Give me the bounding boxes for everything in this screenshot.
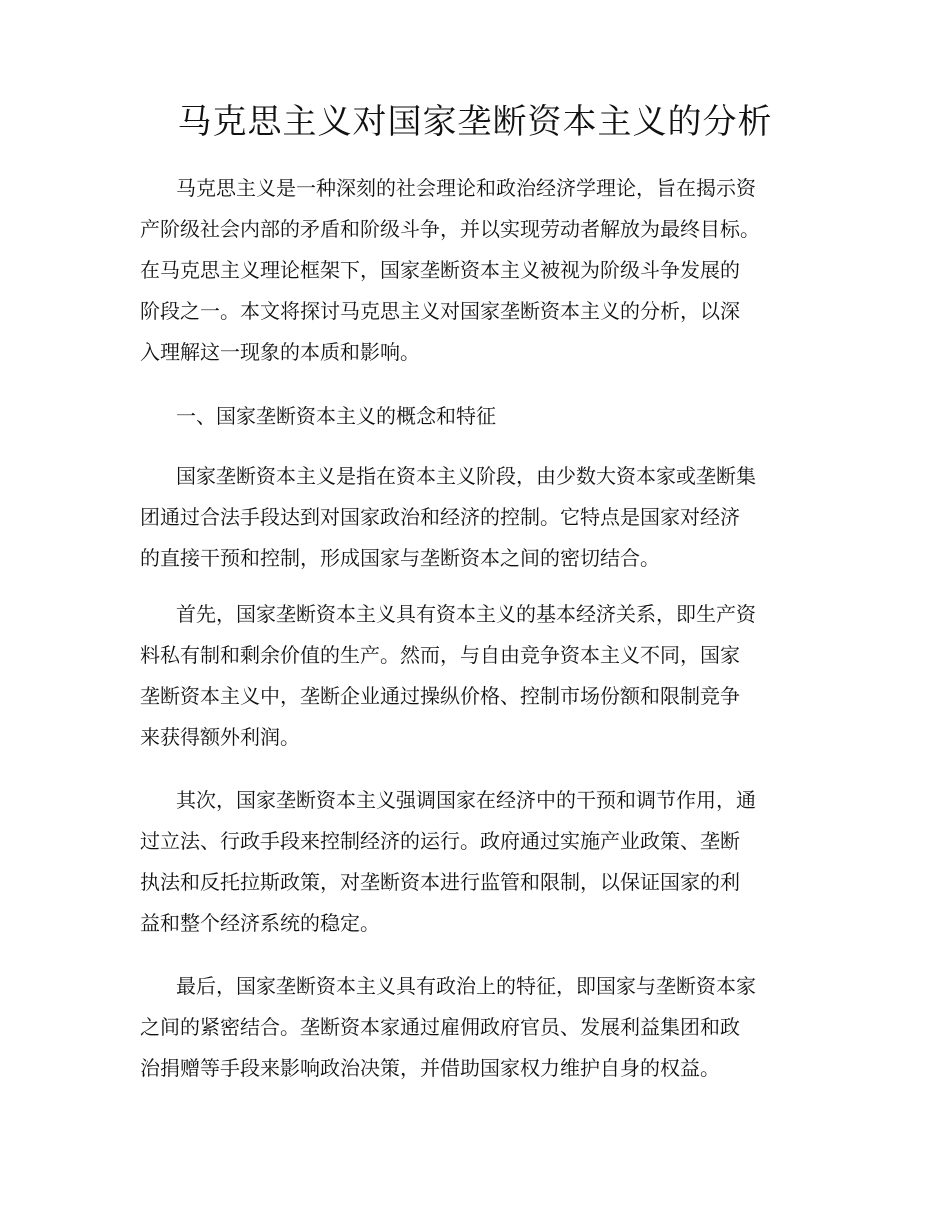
text-line: 执法和反托拉斯政策，对垄断资本进行监管和限制，以保证国家的利 [140,870,740,894]
paragraph-last [140,966,820,1089]
paragraph-intro [140,168,820,373]
paragraph-first [140,594,820,758]
paragraph-definition [140,456,820,579]
section-heading-text: 一、国家垄断资本主义的概念和特征 [176,404,496,428]
text-line: 首先，国家垄断资本主义具有资本主义的基本经济关系，即生产资 [176,602,756,626]
text-line: 入理解这一现象的本质和影响。 [140,340,420,364]
paragraph-second [140,780,820,944]
section-heading [140,396,820,437]
text-line: 来获得额外利润。 [140,725,300,749]
document-title: 马克思主义对国家垄断资本主义的分析 [177,102,773,142]
text-line: 料私有制和剩余价值的生产。然而，与自由竞争资本主义不同，国家 [140,643,740,667]
text-line: 治捐赠等手段来影响政治决策，并借助国家权力维护自身的权益。 [140,1056,720,1080]
text-line: 产阶级社会内部的矛盾和阶级斗争，并以实现劳动者解放为最终目标。 [140,217,760,241]
text-line: 国家垄断资本主义是指在资本主义阶段，由少数大资本家或垄断集 [176,464,756,488]
text-line: 过立法、行政手段来控制经济的运行。政府通过实施产业政策、垄断 [140,829,740,853]
text-line: 阶段之一。本文将探讨马克思主义对国家垄断资本主义的分析，以深 [140,299,740,323]
text-line: 垄断资本主义中，垄断企业通过操纵价格、控制市场份额和限制竞争 [140,684,740,708]
text-line: 之间的紧密结合。垄断资本家通过雇佣政府官员、发展利益集团和政 [140,1015,740,1039]
text-line: 的直接干预和控制，形成国家与垄断资本之间的密切结合。 [140,546,660,570]
text-line: 在马克思主义理论框架下，国家垄断资本主义被视为阶级斗争发展的 [140,258,740,282]
text-line: 其次，国家垄断资本主义强调国家在经济中的干预和调节作用，通 [176,788,756,812]
text-line: 最后，国家垄断资本主义具有政治上的特征，即国家与垄断资本家 [176,974,756,998]
text-line: 马克思主义是一种深刻的社会理论和政治经济学理论，旨在揭示资 [176,176,756,200]
text-line: 益和整个经济系统的稳定。 [140,911,380,935]
text-line: 团通过合法手段达到对国家政治和经济的控制。它特点是国家对经济 [140,505,740,529]
